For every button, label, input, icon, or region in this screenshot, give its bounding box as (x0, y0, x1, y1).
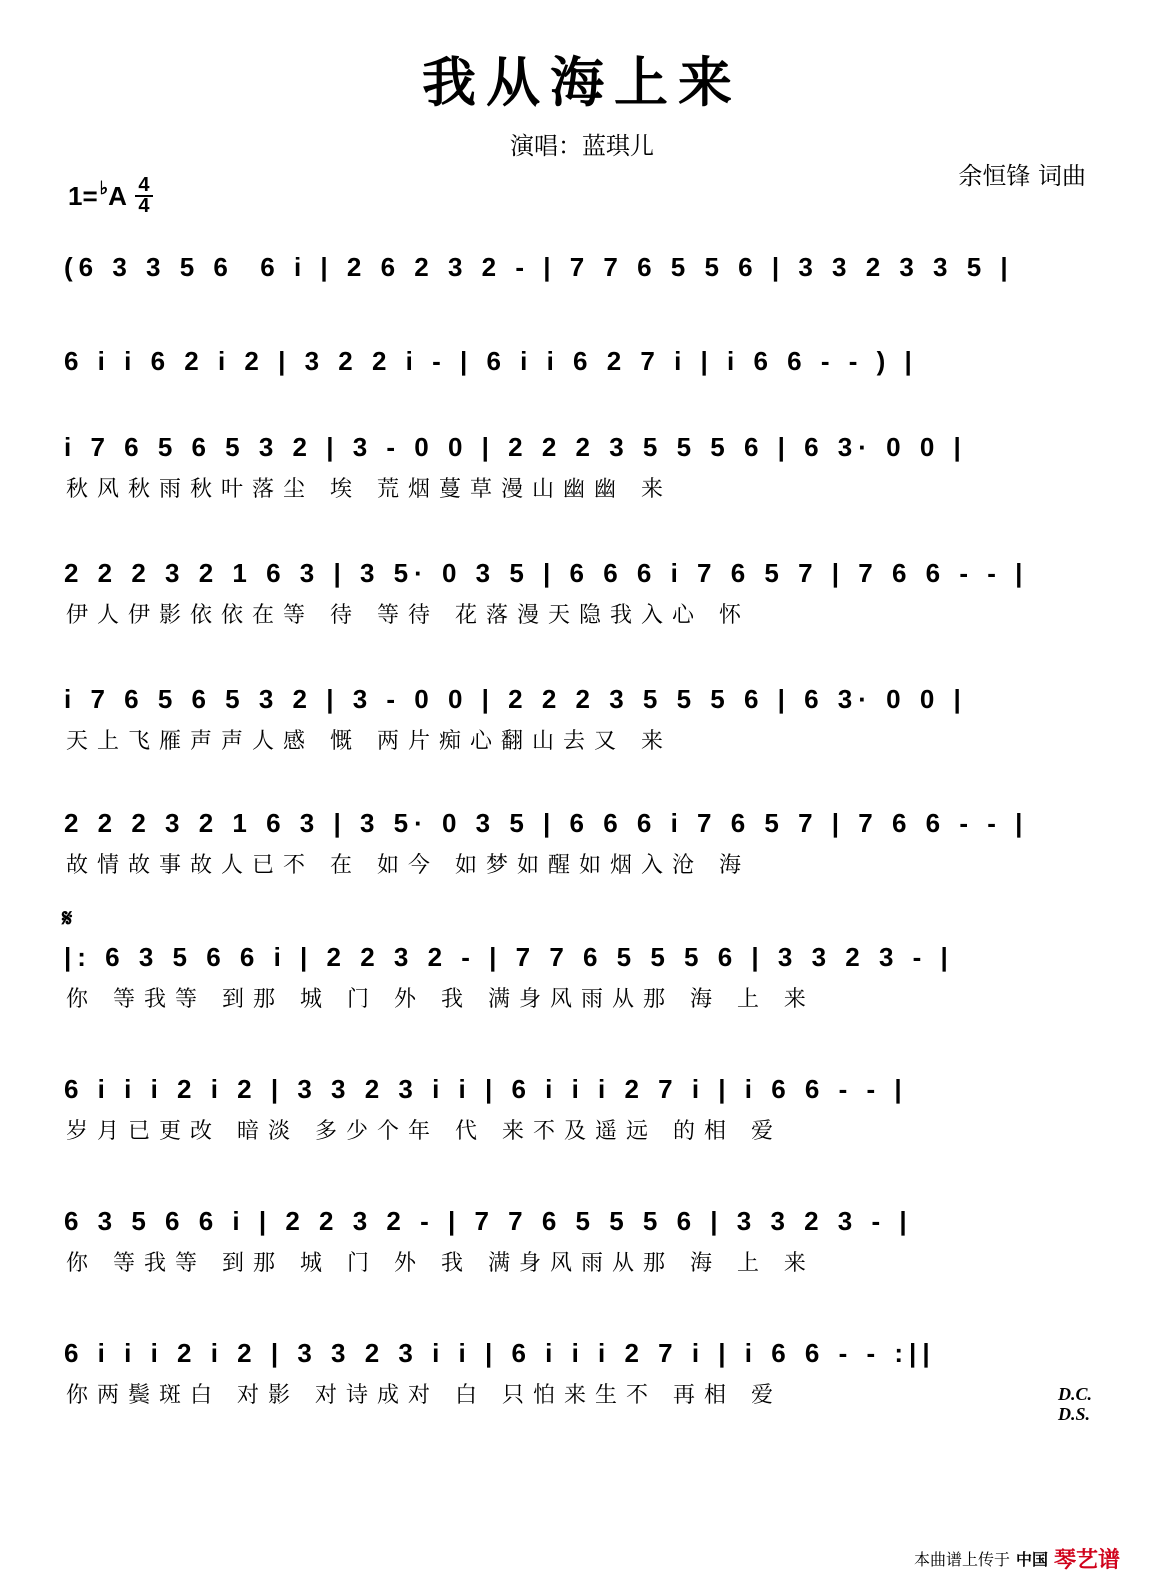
score-line (64, 1336, 1094, 1408)
score-line (64, 1072, 1094, 1144)
score-line (64, 344, 1094, 406)
score-line (64, 1204, 1094, 1276)
score-line (64, 556, 1094, 628)
notes-row: 6 i i i 2 i 2 | 3 3 2 3 i i | 6 i i i 2 7 i | i 6 6 - - :|| (64, 1338, 936, 1368)
time-signature (135, 176, 153, 216)
score-line (64, 430, 1094, 502)
notes-row: 6 i i 6 2 i 2 | 3 2 2 i - | 6 i i 6 2 7 i | i 6 6 - - ) | (64, 346, 918, 376)
score-line (64, 940, 1094, 1012)
notes-row: 2 2 2 3 2 1 6 3 | 3 5· 0 3 5 | 6 6 6 i 7 6 5 7 | 7 6 6 - - | (64, 558, 1029, 588)
score-line (64, 806, 1094, 878)
notes-row: i 7 6 5 6 5 3 2 | 3 - 0 0 | 2 2 2 3 5 5 5 6 | 6 3· 0 0 | (64, 684, 967, 714)
score-line (64, 682, 1094, 754)
key-label: 1= (68, 180, 98, 211)
key-signature (68, 176, 153, 216)
site-logo: 琴艺谱 (1053, 1547, 1120, 1573)
key-note: A (108, 180, 127, 211)
notes-row: |: 6 3 5 6 6 i | 2 2 3 2 - | 7 7 6 5 5 5 6 | 3 3 2 3 - | (64, 942, 954, 972)
author-credit: 余恒锋 词曲 (958, 162, 1086, 190)
ds-mark: D.S. (1058, 1404, 1091, 1424)
song-title: 我从海上来 (422, 50, 742, 114)
time-top: 4 (138, 174, 150, 196)
flat-symbol: ♭ (99, 177, 109, 198)
lyrics-row: 故情故事故人已不 在 如今 如梦如醒如烟入沧 海 (66, 853, 750, 878)
time-bottom: 4 (138, 195, 150, 217)
singer-credit: 演唱：蓝琪儿 (510, 132, 654, 160)
score-line (64, 250, 1094, 312)
notes-row: 2 2 2 3 2 1 6 3 | 3 5· 0 3 5 | 6 6 6 i 7 6 5 7 | 7 6 6 - - | (64, 808, 1029, 838)
lyrics-row: 伊人伊影依依在等 待 等待 花落漫天隐我入心 怀 (66, 603, 750, 628)
lyrics-row: 你 等我等 到那 城 门 外 我 满身风雨从那 海 上 来 (66, 987, 815, 1012)
lyrics-row: 秋风秋雨秋叶落尘 埃 荒烟蔓草漫山幽幽 来 (66, 477, 672, 502)
lyrics-row: 岁月已更改 暗淡 多少个年 代 来不及遥远 的相 爱 (66, 1119, 782, 1144)
segno-mark: 𝄋 (62, 904, 73, 932)
footer-text: 本曲谱上传于 (913, 1550, 1010, 1569)
lyrics-row: 天上飞雁声声人感 慨 两片痴心翻山去又 来 (66, 729, 672, 754)
notes-row: 6 3 5 6 6 i | 2 2 3 2 - | 7 7 6 5 5 5 6 | 3 3 2 3 - | (64, 1206, 913, 1236)
dc-mark: D.C. (1058, 1384, 1093, 1404)
footer (914, 1543, 1120, 1574)
notes-row: 6 i i i 2 i 2 | 3 3 2 3 i i | 6 i i i 2 7 i | i 6 6 - - | (64, 1074, 908, 1104)
lyrics-row: 你 等我等 到那 城 门 外 我 满身风雨从那 海 上 来 (66, 1251, 815, 1276)
notes-row: (6 3 3 5 6 6 i | 2 6 2 3 2 - | 7 7 6 5 5 6 | 3 3 2 3 3 5 | (64, 252, 1014, 282)
footer-logo-prefix: 中国 (1015, 1550, 1048, 1569)
lyrics-row: 你两鬓斑白 对影 对诗成对 白 只怕来生不 再相 爱 (66, 1383, 782, 1408)
notes-row: i 7 6 5 6 5 3 2 | 3 - 0 0 | 2 2 2 3 5 5 5 6 | 6 3· 0 0 | (64, 432, 967, 462)
